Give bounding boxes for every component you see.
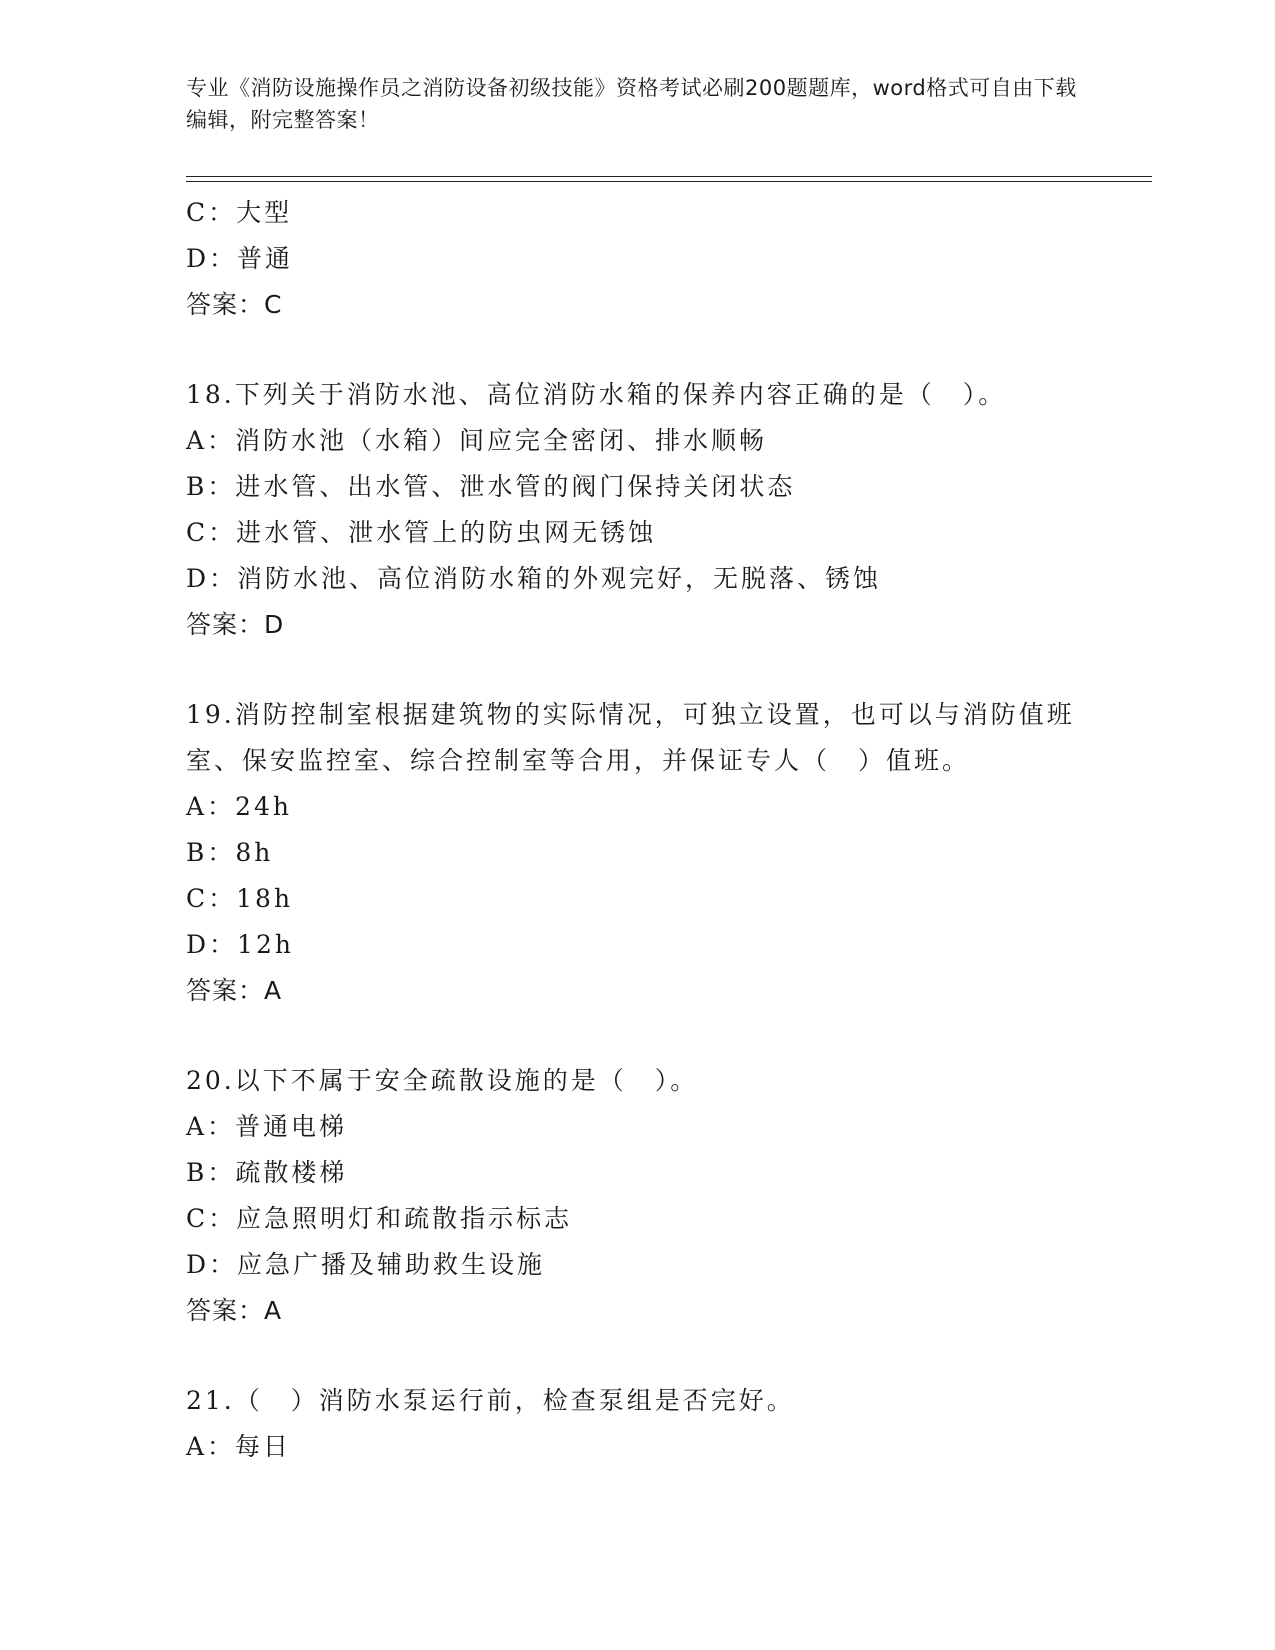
option-c: C：大型	[186, 198, 293, 227]
document-body	[186, 190, 1086, 1470]
option-c: C：进水管、泄水管上的防虫网无锈蚀	[186, 518, 657, 547]
question-21	[186, 1378, 1086, 1470]
option-d: D：消防水池、高位消防水箱的外观完好，无脱落、锈蚀	[186, 564, 882, 593]
option-d: D：12h	[186, 930, 294, 959]
question-text: 19.消防控制室根据建筑物的实际情况，可独立设置，也可以与消防值班室、保安监控室、综合控制室等合用，并保证专人（ ）值班。	[186, 700, 1075, 775]
option-b: B：疏散楼梯	[186, 1158, 348, 1187]
option-b: B：进水管、出水管、泄水管的阀门保持关闭状态	[186, 472, 796, 501]
question-18	[186, 372, 1086, 648]
option-d: D：普通	[186, 244, 294, 273]
option-a: A：消防水池（水箱）间应完全密闭、排水顺畅	[186, 426, 768, 455]
header-rule-bottom	[186, 181, 1152, 182]
answer-line: 答案：D	[186, 610, 285, 639]
option-c: C：应急照明灯和疏散指示标志	[186, 1204, 573, 1233]
option-a: A：24h	[186, 792, 292, 821]
option-a: A：每日	[186, 1432, 292, 1461]
question-19	[186, 692, 1086, 1014]
question-text: 21.（ ）消防水泵运行前，检查泵组是否完好。	[186, 1386, 795, 1415]
option-a: A：普通电梯	[186, 1112, 348, 1141]
option-c: C：18h	[186, 884, 294, 913]
question-17-tail	[186, 190, 1086, 328]
option-b: B：8h	[186, 838, 274, 867]
question-text: 18.下列关于消防水池、高位消防水箱的保养内容正确的是（ ）。	[186, 380, 1007, 409]
answer-line: 答案：C	[186, 290, 283, 319]
header-rule-top	[186, 176, 1152, 177]
answer-line: 答案：A	[186, 976, 283, 1005]
option-d: D：应急广播及辅助救生设施	[186, 1250, 546, 1279]
document-header: 专业《消防设施操作员之消防设备初级技能》资格考试必刷200题题库，word格式可自由下载编辑，附完整答案！	[186, 76, 1077, 132]
question-20	[186, 1058, 1086, 1334]
question-text: 20.以下不属于安全疏散设施的是（ ）。	[186, 1066, 699, 1095]
answer-line: 答案：A	[186, 1296, 283, 1325]
